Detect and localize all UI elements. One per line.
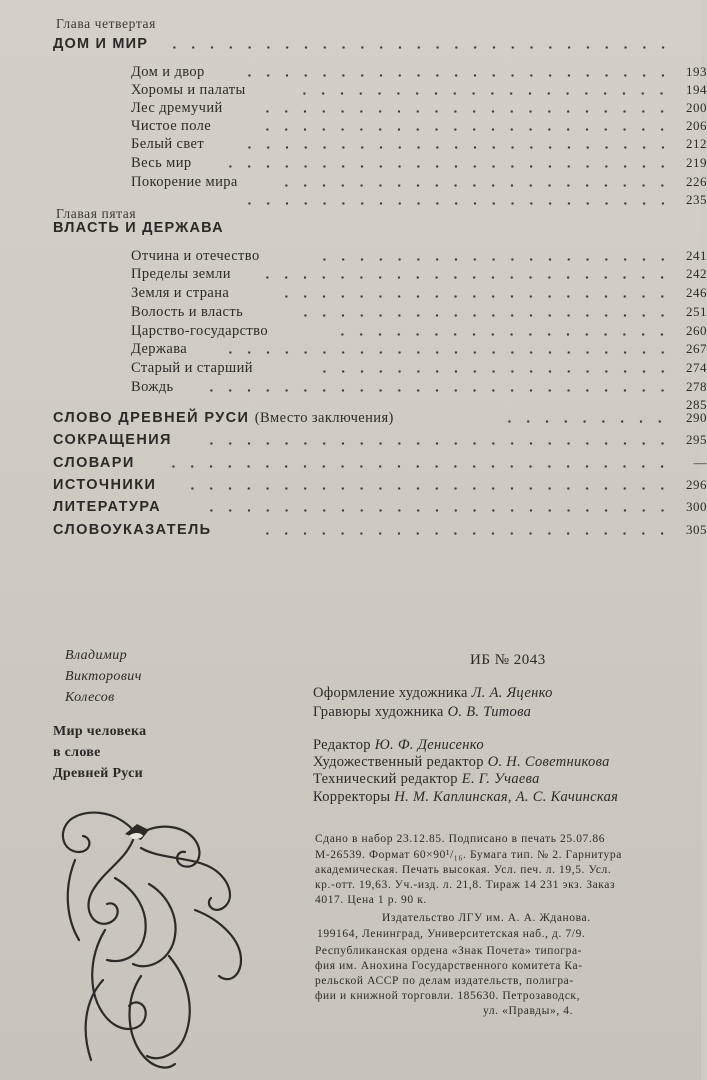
toc-page-number: 242 [686, 266, 707, 281]
credit-line: Художественный редактор О. Н. Советникова [313, 754, 610, 770]
toc-page-number: 206 [686, 118, 707, 133]
toc-section-title: СЛОВОУКАЗАТЕЛЬ [53, 522, 212, 538]
chapter-5-title: ВЛАСТЬ И ДЕРЖАВА [53, 220, 224, 236]
toc-entry-title: Белый свет [131, 136, 205, 152]
chapter-4-title: ДОМ И МИР [53, 36, 149, 52]
dot-leader [258, 128, 665, 131]
book-title-line: Мир человека [53, 724, 147, 739]
toc-page-number: 260 [686, 323, 707, 338]
dot-leader [165, 46, 665, 49]
publisher-line: Издательство ЛГУ им. А. А. Жданова. [382, 912, 591, 924]
toc-section [0, 410, 707, 432]
toc-entry-title: Лес дремучий [131, 100, 223, 116]
chapter-5-heading: Главая пятая [56, 206, 137, 221]
toc-entry-title: Держава [131, 341, 188, 357]
toc-entry-title: Старый и старший [131, 360, 253, 376]
toc-entry-title: Чистое поле [131, 118, 212, 134]
toc-page-number: 285 [686, 397, 707, 412]
chapter-4-heading: Глава четвертая [56, 16, 156, 31]
dot-leader [296, 314, 665, 317]
toc-page-number: 305 [686, 522, 707, 537]
toc-page-number: 246 [686, 285, 707, 300]
dot-leader [202, 509, 665, 512]
toc-section [0, 499, 707, 521]
toc-entry-title: Царство-государство [131, 323, 268, 339]
dot-leader [221, 351, 665, 354]
toc-page-number: — [693, 455, 707, 470]
toc-entry-title: Хоромы и палаты [131, 82, 246, 98]
book-title-line: в слове [53, 745, 101, 760]
toc-section-note: (Вместо заключения) [254, 410, 394, 426]
dot-leader [164, 465, 665, 468]
dot-leader [221, 165, 665, 168]
dot-leader [333, 333, 665, 336]
toc-entry-title: Земля и страна [131, 285, 230, 301]
print-info-line: М-26539. Формат 60×90¹/₁₆. Бумага тип. № 2. Гарнитура [315, 849, 622, 861]
dot-leader [258, 532, 665, 535]
toc-section [0, 477, 707, 499]
toc-page-number: 241 [686, 248, 707, 263]
dot-leader [315, 370, 665, 373]
toc-entry-title: Волость и власть [131, 304, 244, 320]
toc-entry-title: Весь мир [131, 155, 192, 171]
book-title-block [53, 721, 146, 784]
toc-page-number: 300 [686, 499, 707, 514]
dot-leader [183, 487, 665, 490]
floral-ornament-icon [45, 800, 250, 1080]
dot-leader [202, 389, 665, 392]
author-last-name: Колесов [65, 690, 115, 705]
credit-line: Технический редактор Е. Г. Учаева [313, 771, 540, 787]
toc-entry-title: Отчина и отечество [131, 248, 260, 264]
book-title-line: Древней Руси [53, 766, 144, 781]
toc-page-number: 193 [686, 64, 707, 79]
toc-page-number: 267 [686, 341, 707, 356]
toc-page-number: 296 [686, 477, 707, 492]
dot-leader [202, 442, 665, 445]
printer-line: рельской АССР по делам издательств, полигра- [315, 975, 574, 987]
toc-section-title: СЛОВО ДРЕВНЕЙ РУСИ (Вместо заключения) [53, 410, 394, 426]
toc-page-number: 235 [686, 192, 707, 207]
toc-section-title: ИСТОЧНИКИ [53, 477, 157, 493]
toc-entry-title: Вождь [131, 379, 174, 395]
author-block [65, 645, 142, 708]
toc-section [0, 455, 707, 477]
dot-leader [277, 184, 665, 187]
dot-leader [277, 295, 665, 298]
print-info-line: Сдано в набор 23.12.85. Подписано в печать 25.07.86 [315, 833, 606, 845]
toc-entry-title: Пределы земли [131, 266, 231, 282]
dot-leader [240, 74, 665, 77]
print-info-line: кр.-отт. 19,63. Уч.-изд. л. 21,8. Тираж 14 231 экз. Заказ [315, 879, 616, 891]
dot-leader [315, 258, 665, 261]
credit-line: Гравюры художника О. В. Титова [313, 704, 532, 720]
toc-section [0, 522, 707, 544]
toc-section [0, 432, 707, 454]
toc-page-number: 212 [686, 136, 707, 151]
printer-line: фии и книжной торговли. 185630. Петрозаводск, [315, 990, 581, 1002]
author-first-name: Владимир [65, 648, 128, 663]
publisher-line: 199164, Ленинград, Университетская наб., д. 7/9. [317, 928, 586, 940]
dot-leader [240, 202, 665, 205]
printer-line: ул. «Правды», 4. [483, 1005, 574, 1017]
credit-line: Редактор Ю. Ф. Денисенко [313, 737, 484, 753]
toc-page-number: 200 [686, 100, 707, 115]
printer-line: Республиканская ордена «Знак Почета» типогра- [315, 945, 583, 957]
dot-leader [295, 92, 665, 95]
toc-section-title: СОКРАЩЕНИЯ [53, 432, 172, 448]
dot-leader [258, 110, 665, 113]
toc-page-number: 219 [686, 155, 707, 170]
printer-line: фия им. Анохина Государственного комитета Ка- [315, 960, 583, 972]
toc-entry-title: Дом и двор [131, 64, 205, 80]
ib-number: ИБ № 2043 [470, 652, 546, 668]
author-patronymic: Викторович [65, 669, 142, 684]
credit-line: Корректоры Н. М. Каплинская, А. С. Качинская [313, 789, 619, 805]
toc-page-number: 226 [686, 174, 707, 189]
dot-leader [240, 146, 665, 149]
print-info-line: академическая. Печать высокая. Усл. печ. л. 19,5. Усл. [315, 864, 612, 876]
print-info-line: 4017. Цена 1 р. 90 к. [315, 894, 427, 906]
toc-page-number: 194 [686, 82, 707, 97]
toc-entry-title: Покорение мира [131, 174, 238, 190]
toc-section-title: СЛОВАРИ [53, 455, 135, 471]
dot-leader [500, 420, 665, 423]
chapter-4-title-leader [0, 36, 701, 58]
credit-line: Оформление художника Л. А. Яценко [313, 685, 553, 701]
toc-page-number: 278 [686, 379, 707, 394]
toc-page-number: 290 [686, 410, 707, 425]
toc-page-number: 274 [686, 360, 707, 375]
toc-page-number: 251 [686, 304, 707, 319]
dot-leader [258, 276, 665, 279]
toc-section-title: ЛИТЕРАТУРА [53, 499, 162, 515]
toc-page-number: 295 [686, 432, 707, 447]
